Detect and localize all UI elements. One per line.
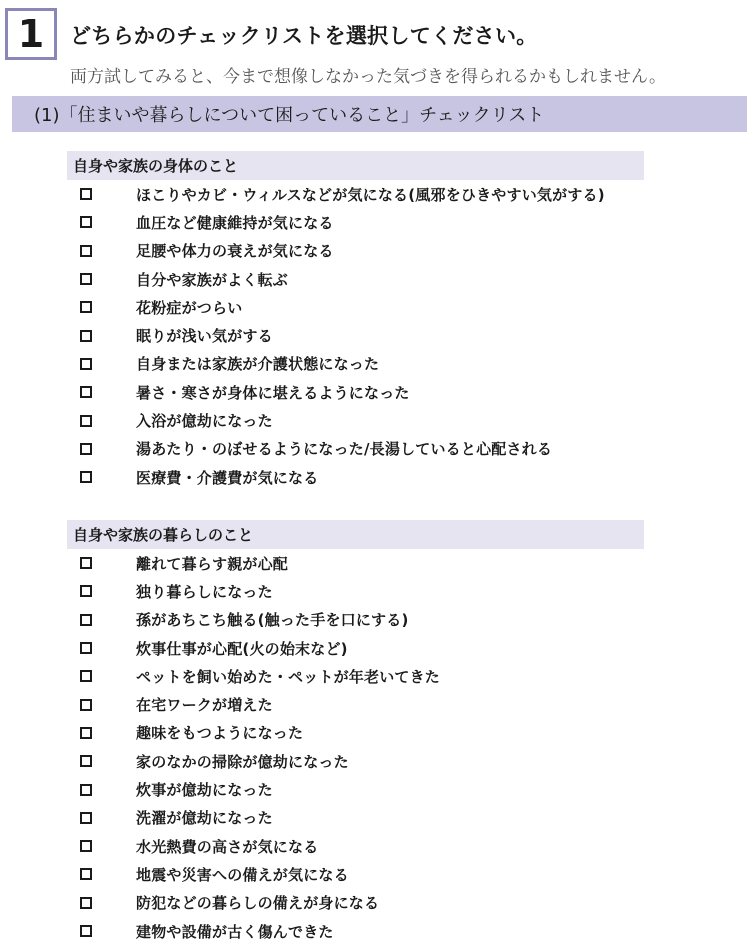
checklist-item-label: 医療費・介護費が気になる [136,468,319,487]
checklist-item-label: 炊事が億劫になった [136,781,273,800]
checklist-item-label: 水光熱費の高さが気になる [136,837,319,856]
checkbox[interactable] [80,216,92,228]
step-number: 1 [17,12,45,56]
checklist-item[interactable] [67,208,644,236]
checklist-item[interactable] [67,606,644,634]
checkbox[interactable] [80,614,92,626]
checklist-item[interactable] [67,577,644,605]
checklist-item-label: 独り暮らしになった [136,582,273,601]
checkbox[interactable] [80,670,92,682]
checklist-item-label: 炊事仕事が心配(火の始末など) [136,639,348,658]
checklist-item[interactable] [67,690,644,718]
checklist-item-label: 湯あたり・のぼせるようになった/長湯していると心配される [136,440,553,459]
checklist-item-label: 孫があちこち触る(触った手を口にする) [136,611,409,630]
checklist-item[interactable] [67,832,644,860]
checkbox[interactable] [80,188,92,200]
checkbox[interactable] [80,699,92,711]
checklist-items-living [67,549,644,945]
checklist-item[interactable] [67,549,644,577]
checklist-item[interactable] [67,378,644,406]
checklist-item-label: ほこりやカビ・ウィルスなどが気になる(風邪をひきやすい気がする) [136,185,605,204]
checkbox[interactable] [80,245,92,257]
checklist-item[interactable] [67,180,644,208]
checklist-items-body [67,180,644,491]
checkbox[interactable] [80,897,92,909]
checklist-group-body [67,151,644,491]
checklist-item-label: 建物や設備が古く傷んできた [136,922,334,941]
checkbox[interactable] [80,840,92,852]
checklist-section-title: (1)「住まいや暮らしについて困っていること」チェックリスト [34,105,545,126]
checkbox[interactable] [80,273,92,285]
checklist-item-label: 血圧など健康維持が気になる [136,213,334,232]
checkbox[interactable] [80,784,92,796]
checklist-item[interactable] [67,860,644,888]
checklist-item-label: 趣味をもつようになった [136,724,304,743]
checklist-item[interactable] [67,463,644,491]
checkbox[interactable] [80,330,92,342]
checkbox[interactable] [80,443,92,455]
checkbox[interactable] [80,925,92,937]
checklist-item-label: 入浴が億劫になった [136,412,273,431]
checklist-item-label: 家のなかの掃除が億劫になった [136,752,349,771]
checklist-item-label: 在宅ワークが増えた [136,696,273,715]
checkbox[interactable] [80,471,92,483]
checklist-item[interactable] [67,293,644,321]
checklist-item-label: 花粉症がつらい [136,298,243,317]
checklist-item-label: 洗濯が億劫になった [136,809,273,828]
checklist-item[interactable] [67,350,644,378]
checklist-item[interactable] [67,917,644,945]
checklist-item[interactable] [67,634,644,662]
checklist-item-label: 地震や災害への備えが気になる [136,865,349,884]
checklist-item[interactable] [67,321,644,349]
checklist-item-label: 離れて暮らす親が心配 [136,554,289,573]
group-header-living: 自身や家族の暮らしのこと [67,520,644,549]
checkbox[interactable] [80,557,92,569]
checklist-item-label: 眠りが浅い気がする [136,327,273,346]
checkbox[interactable] [80,642,92,654]
checklist-item-label: ペットを飼い始めた・ペットが年老いてきた [136,667,441,686]
page-title: どちらかのチェックリストを選択してください。 [70,24,538,48]
checklist-item-label: 暑さ・寒さが身体に堪えるようになった [136,383,410,402]
checklist-item-label: 防犯などの暮らしの備えが身になる [136,894,380,913]
checklist-item[interactable] [67,265,644,293]
checkbox[interactable] [80,386,92,398]
step-number-box [5,8,57,60]
checklist-item-label: 足腰や体力の衰えが気になる [136,242,334,261]
checklist-group-living [67,520,644,945]
checkbox[interactable] [80,415,92,427]
checkbox[interactable] [80,585,92,597]
checklist-item[interactable] [67,804,644,832]
checkbox[interactable] [80,727,92,739]
checklist-item[interactable] [67,406,644,434]
checklist-item[interactable] [67,662,644,690]
checkbox[interactable] [80,755,92,767]
group-header-body: 自身や家族の身体のこと [67,151,644,180]
checklist-item[interactable] [67,435,644,463]
checklist-item[interactable] [67,889,644,917]
checklist-item[interactable] [67,775,644,803]
checklist-item-label: 自分や家族がよく転ぶ [136,270,289,289]
checkbox[interactable] [80,868,92,880]
checkbox[interactable] [80,301,92,313]
checkbox[interactable] [80,812,92,824]
checkbox[interactable] [80,358,92,370]
checklist-item[interactable] [67,237,644,265]
checklist-item[interactable] [67,719,644,747]
checklist-item-label: 自身または家族が介護状態になった [136,355,380,374]
checklist-section-bar [12,96,747,132]
page-subtitle: 両方試してみると、今まで想像しなかった気づきを得られるかもしれません。 [70,67,667,87]
checklist-item[interactable] [67,747,644,775]
